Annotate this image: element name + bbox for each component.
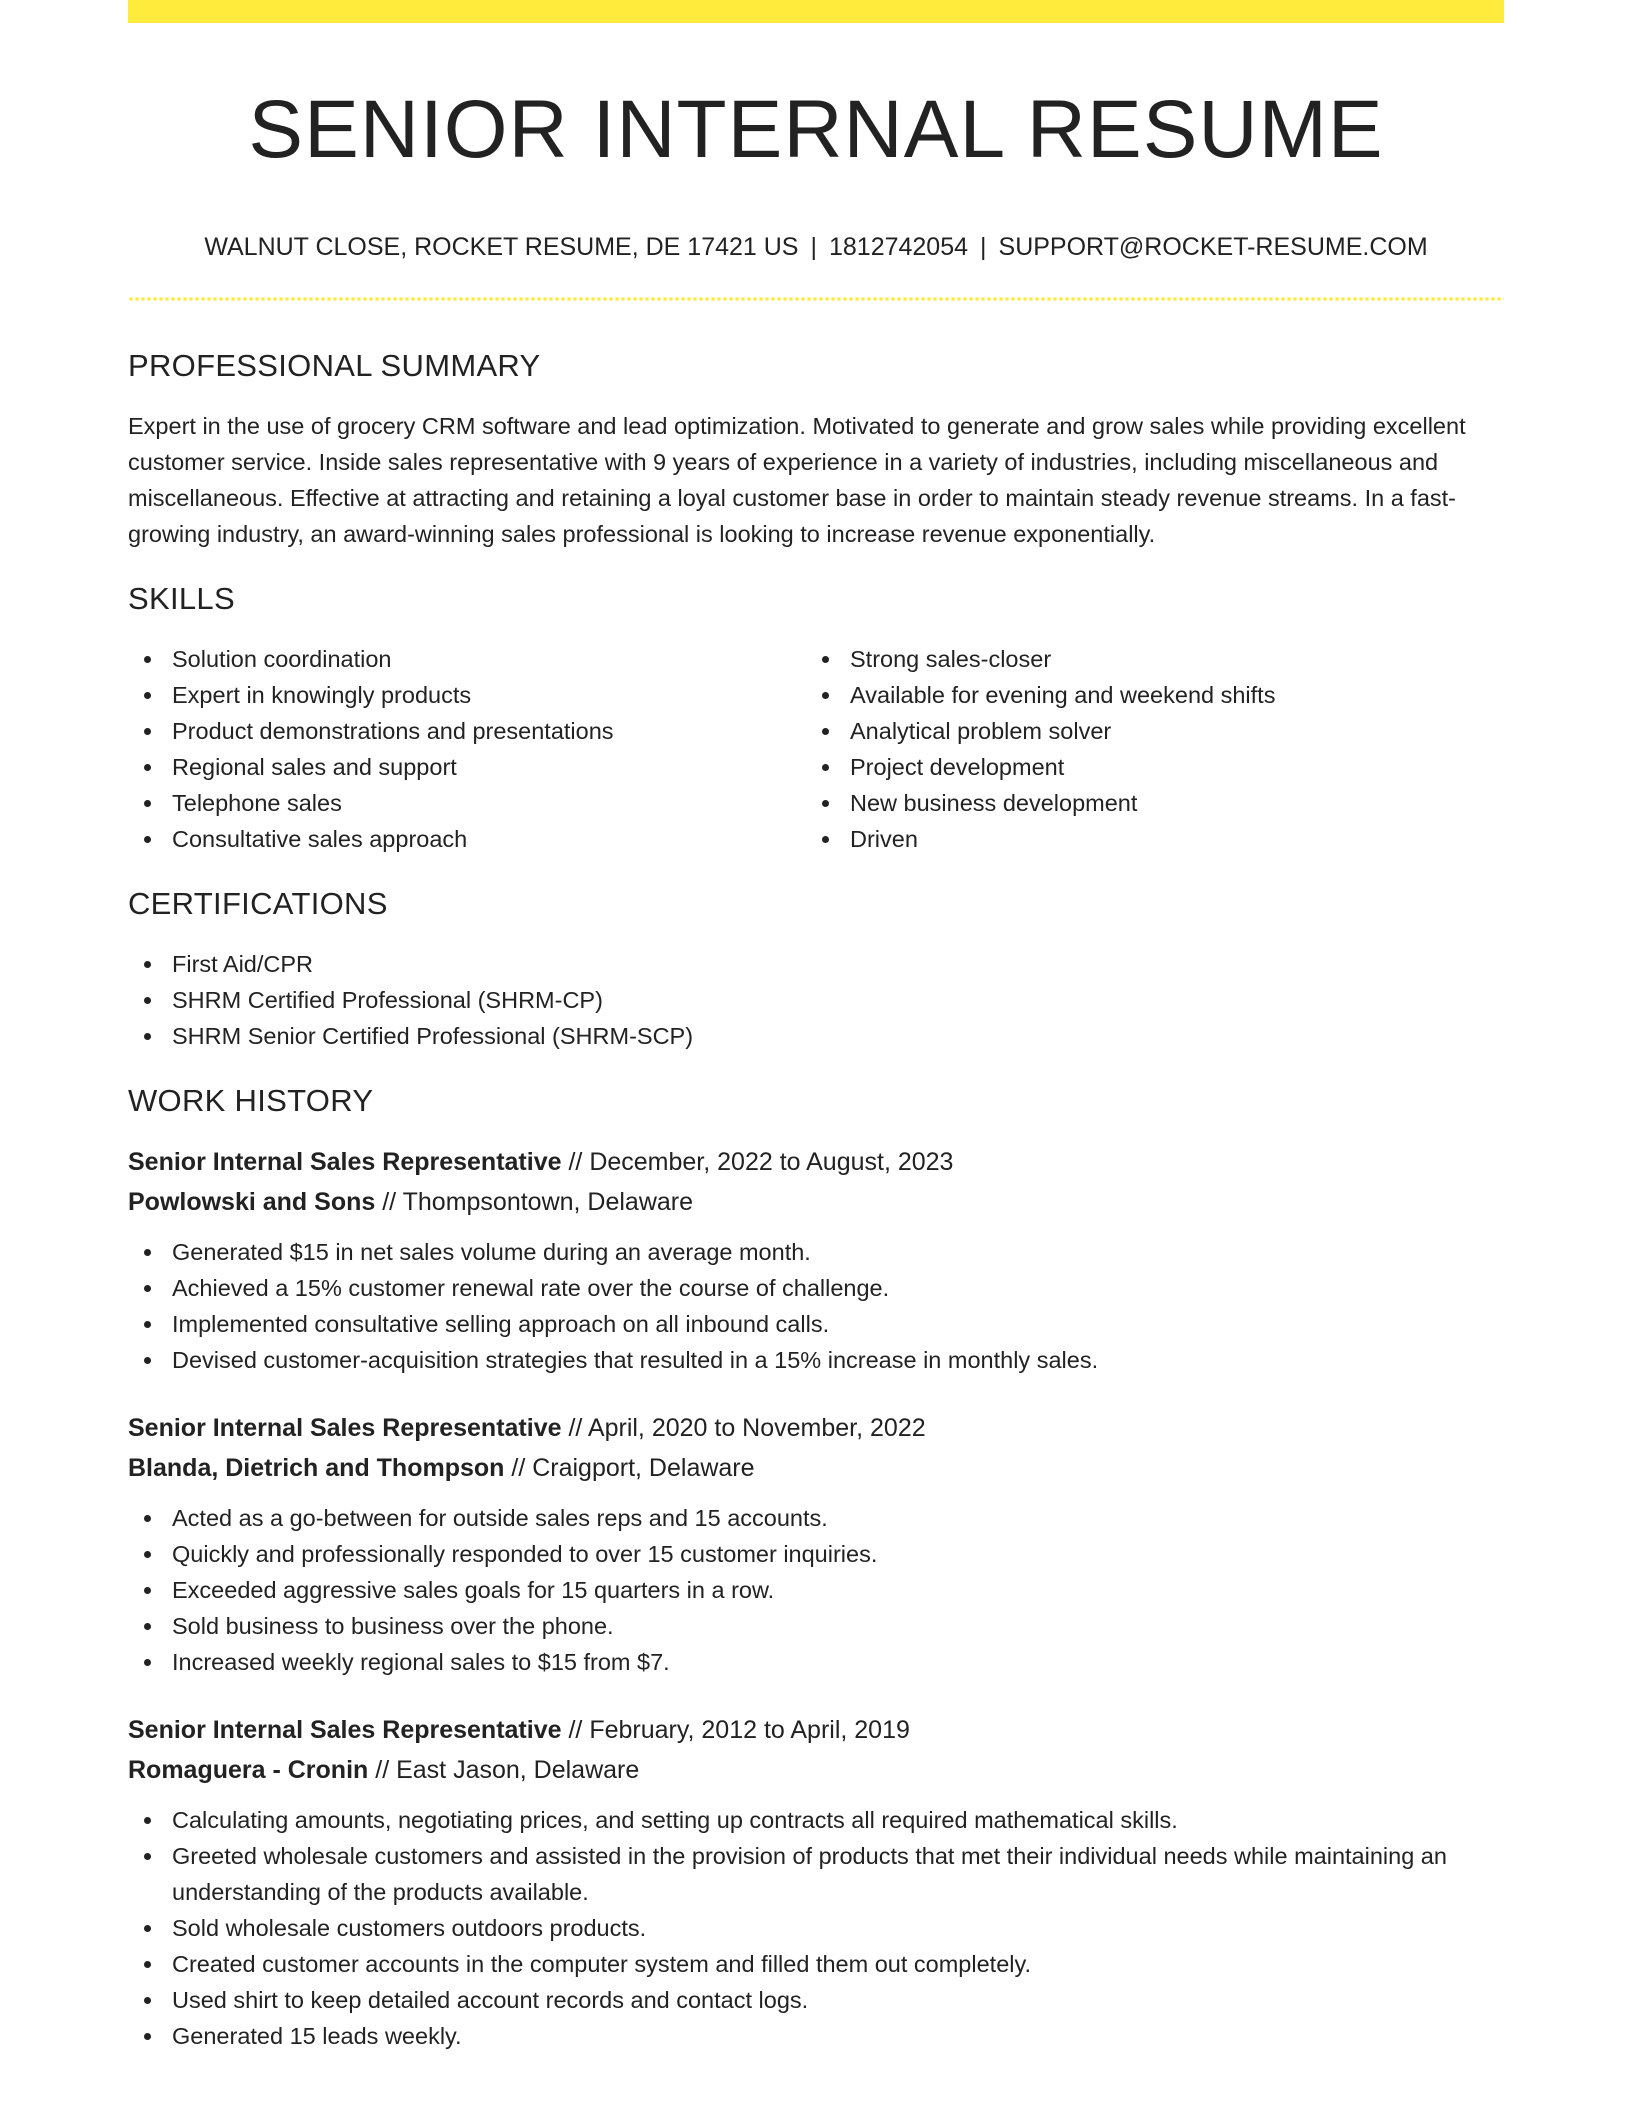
job-entry [128,1408,1504,1680]
skill-item: Regional sales and support [128,749,806,785]
job-separator: // [368,1756,397,1784]
summary-text: Expert in the use of grocery CRM software and lead optimization. Motivated to generate and grow sales while providing excellent customer service. Inside sales representative with 9 years of experience in a variety of industries, including miscellaneous and miscellaneous. Effective at attracting and retaining a loyal customer base in order to maintain steady revenue streams. In a fast-growing industry, an award-winning sales professional is looking to increase revenue exponentially. [128,413,1466,547]
job-bullet: Sold business to business over the phone. [128,1608,1504,1644]
job-company-line [128,1750,1504,1790]
skill-item: New business development [806,785,1484,821]
job-dates: February, 2012 to April, 2019 [589,1716,910,1744]
contact-line [128,232,1504,262]
job-location: Thompsontown, Delaware [402,1188,694,1216]
job-bullet: Acted as a go-between for outside sales reps and 15 accounts. [128,1500,1504,1536]
skill-item: Strong sales-closer [806,641,1484,677]
contact-phone: 1812742054 [828,233,969,261]
contact-separator: | [980,233,987,261]
job-bullet: Devised customer-acquisition strategies that resulted in a 15% increase in monthly sales. [128,1342,1504,1378]
job-company-line [128,1182,1504,1222]
skill-item: Telephone sales [128,785,806,821]
certifications-list [128,946,1504,1054]
resume-page [128,0,1504,2054]
contact-email: SUPPORT@ROCKET-RESUME.COM [998,233,1428,261]
certification-item: SHRM Certified Professional (SHRM-CP) [128,982,1504,1018]
job-bullets [128,1802,1504,2054]
contact-address: WALNUT CLOSE, ROCKET RESUME, DE 17421 US [204,233,799,261]
job-company: Powlowski and Sons [128,1188,376,1216]
job-bullet: Greeted wholesale customers and assisted in the provision of products that met their individual needs while maintaining an understanding of the products available. [128,1838,1504,1910]
work-history-heading: WORK HISTORY [128,1083,374,1118]
job-separator: // [561,1716,590,1744]
skills-grid [128,641,1504,857]
job-bullet: Sold wholesale customers outdoors products. [128,1910,1504,1946]
job-separator: // [561,1148,590,1176]
job-separator: // [504,1454,533,1482]
skill-item: Available for evening and weekend shifts [806,677,1484,713]
job-bullet: Generated $15 in net sales volume during an average month. [128,1234,1504,1270]
job-entry [128,1142,1504,1378]
job-bullet: Quickly and professionally responded to over 15 customer inquiries. [128,1536,1504,1572]
certification-item: SHRM Senior Certified Professional (SHRM-SCP) [128,1018,1504,1054]
job-title-line [128,1408,1504,1448]
job-dates: December, 2022 to August, 2023 [589,1148,954,1176]
job-title-line [128,1142,1504,1182]
job-entry [128,1710,1504,2054]
skills-heading: SKILLS [128,581,235,616]
job-company: Romaguera - Cronin [128,1756,369,1784]
job-location: Craigport, Delaware [532,1454,755,1482]
skill-item: Driven [806,821,1484,857]
job-bullets [128,1234,1504,1378]
job-bullet: Calculating amounts, negotiating prices, and setting up contracts all required mathematical skills. [128,1802,1504,1838]
job-dates: April, 2020 to November, 2022 [587,1414,926,1442]
skill-item: Consultative sales approach [128,821,806,857]
accent-top-bar [128,0,1504,23]
job-title: Senior Internal Sales Representative [128,1414,562,1442]
job-bullet: Used shirt to keep detailed account records and contact logs. [128,1982,1504,2018]
job-bullet: Implemented consultative selling approach on all inbound calls. [128,1306,1504,1342]
job-separator: // [561,1414,588,1442]
dotted-divider [128,297,1504,301]
job-title: Senior Internal Sales Representative [128,1716,562,1744]
job-title: Senior Internal Sales Representative [128,1148,562,1176]
skills-list-right [806,641,1484,857]
job-bullet: Generated 15 leads weekly. [128,2018,1504,2054]
job-company: Blanda, Dietrich and Thompson [128,1454,505,1482]
skill-item: Expert in knowingly products [128,677,806,713]
job-location: East Jason, Delaware [396,1756,640,1784]
job-bullet: Exceeded aggressive sales goals for 15 quarters in a row. [128,1572,1504,1608]
job-company-line [128,1448,1504,1488]
contact-separator: | [810,233,817,261]
job-bullet: Created customer accounts in the computer system and filled them out completely. [128,1946,1504,1982]
job-separator: // [375,1188,403,1216]
job-bullets [128,1500,1504,1680]
resume-title: SENIOR INTERNAL RESUME [248,84,1384,175]
skill-item: Project development [806,749,1484,785]
job-bullet: Increased weekly regional sales to $15 from $7. [128,1644,1504,1680]
skill-item: Solution coordination [128,641,806,677]
skill-item: Analytical problem solver [806,713,1484,749]
job-title-line [128,1710,1504,1750]
certifications-heading: CERTIFICATIONS [128,886,388,921]
certification-item: First Aid/CPR [128,946,1504,982]
job-bullet: Achieved a 15% customer renewal rate over the course of challenge. [128,1270,1504,1306]
skill-item: Product demonstrations and presentations [128,713,806,749]
summary-heading: PROFESSIONAL SUMMARY [128,348,541,383]
skills-list-left [128,641,806,857]
